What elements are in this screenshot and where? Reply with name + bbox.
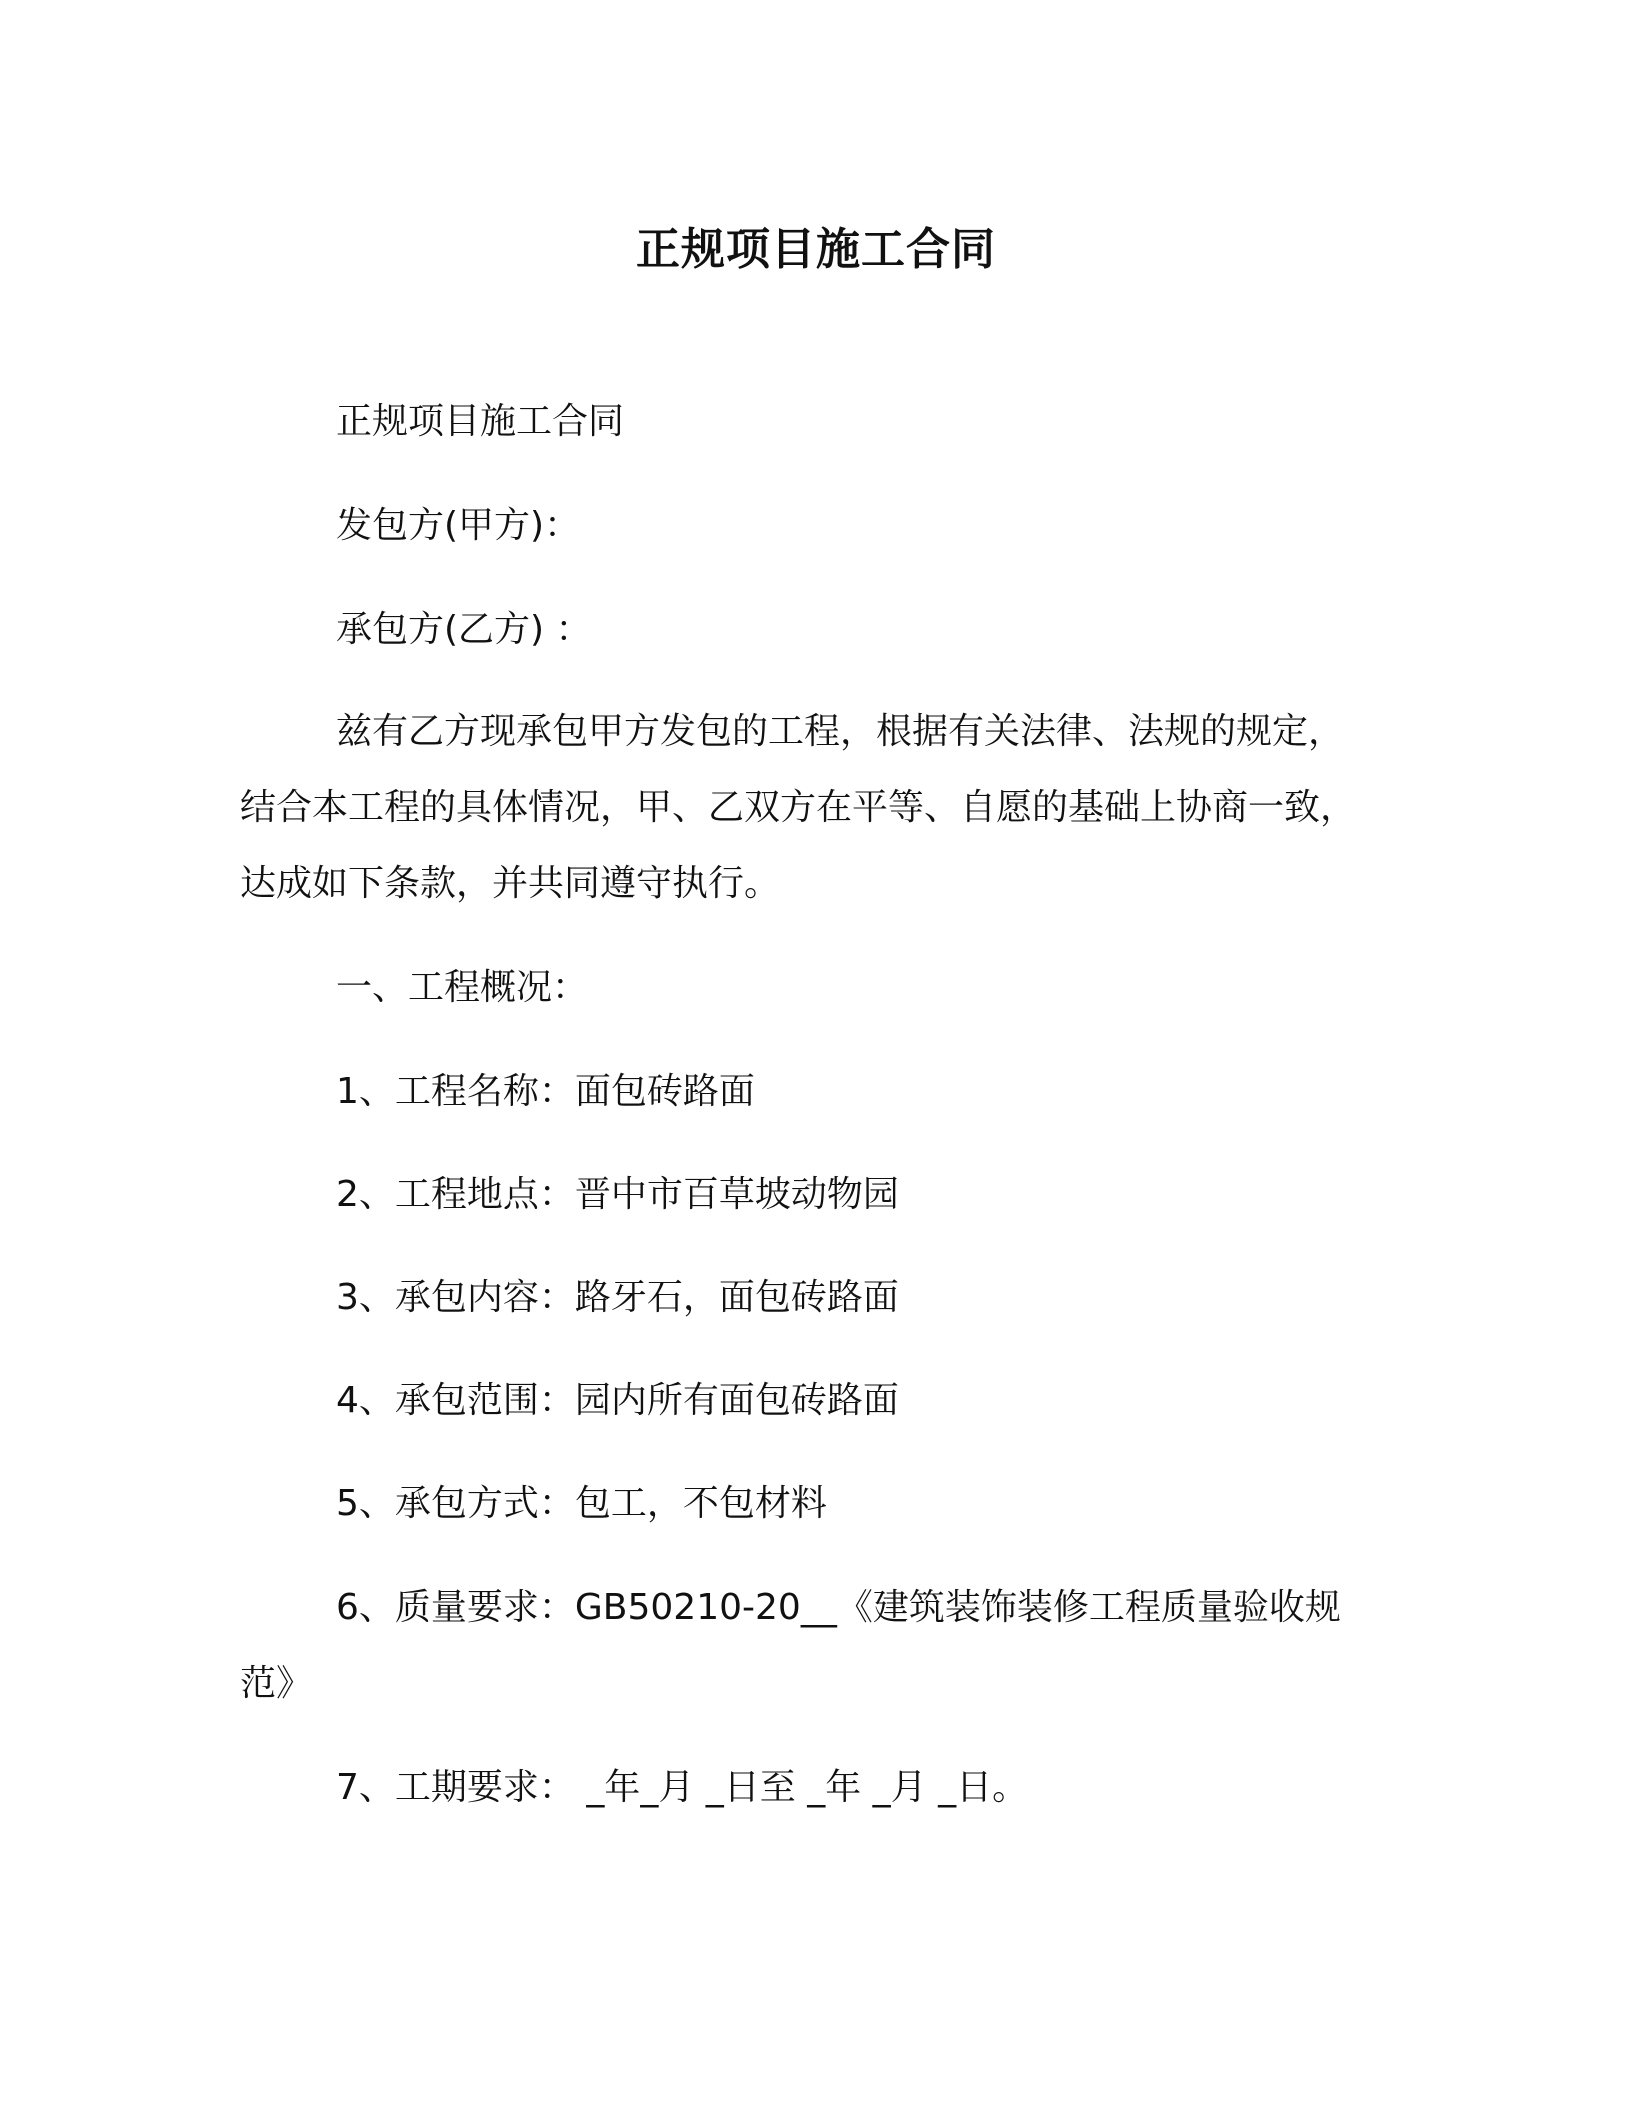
- party-a-line: 发包方(甲方)：: [336, 505, 581, 546]
- list-item: 3、承包内容：路牙石，面包砖路面: [336, 1277, 899, 1318]
- list-item: 1、工程名称：面包砖路面: [336, 1071, 755, 1112]
- preamble-line: 结合本工程的具体情况，甲、乙双方在平等、自愿的基础上协商一致，: [240, 787, 1357, 828]
- preamble-paragraph: [240, 694, 1380, 922]
- list-item-schedule: 7、工期要求： _年_月 _日至 _年 _月 _日。: [336, 1767, 1029, 1808]
- list-item: 4、承包范围：园内所有面包砖路面: [336, 1380, 899, 1421]
- document-title: 正规项目施工合同: [636, 224, 996, 275]
- preamble-line: 达成如下条款，并共同遵守执行。: [240, 863, 781, 904]
- list-item: 5、承包方式：包工，不包材料: [336, 1483, 827, 1524]
- party-b-line: 承包方(乙方) ：: [336, 609, 592, 650]
- section-heading: 一、工程概况：: [336, 967, 589, 1008]
- contract-subtitle: 正规项目施工合同: [336, 401, 625, 442]
- list-item-quality: 6、质量要求：GB50210-20__《建筑装饰装修工程质量验收规 范》: [240, 1587, 1341, 1704]
- preamble-line: 兹有乙方现承包甲方发包的工程，根据有关法律、法规的规定，: [336, 711, 1345, 752]
- list-item: 2、工程地点：晋中市百草坡动物园: [336, 1174, 899, 1215]
